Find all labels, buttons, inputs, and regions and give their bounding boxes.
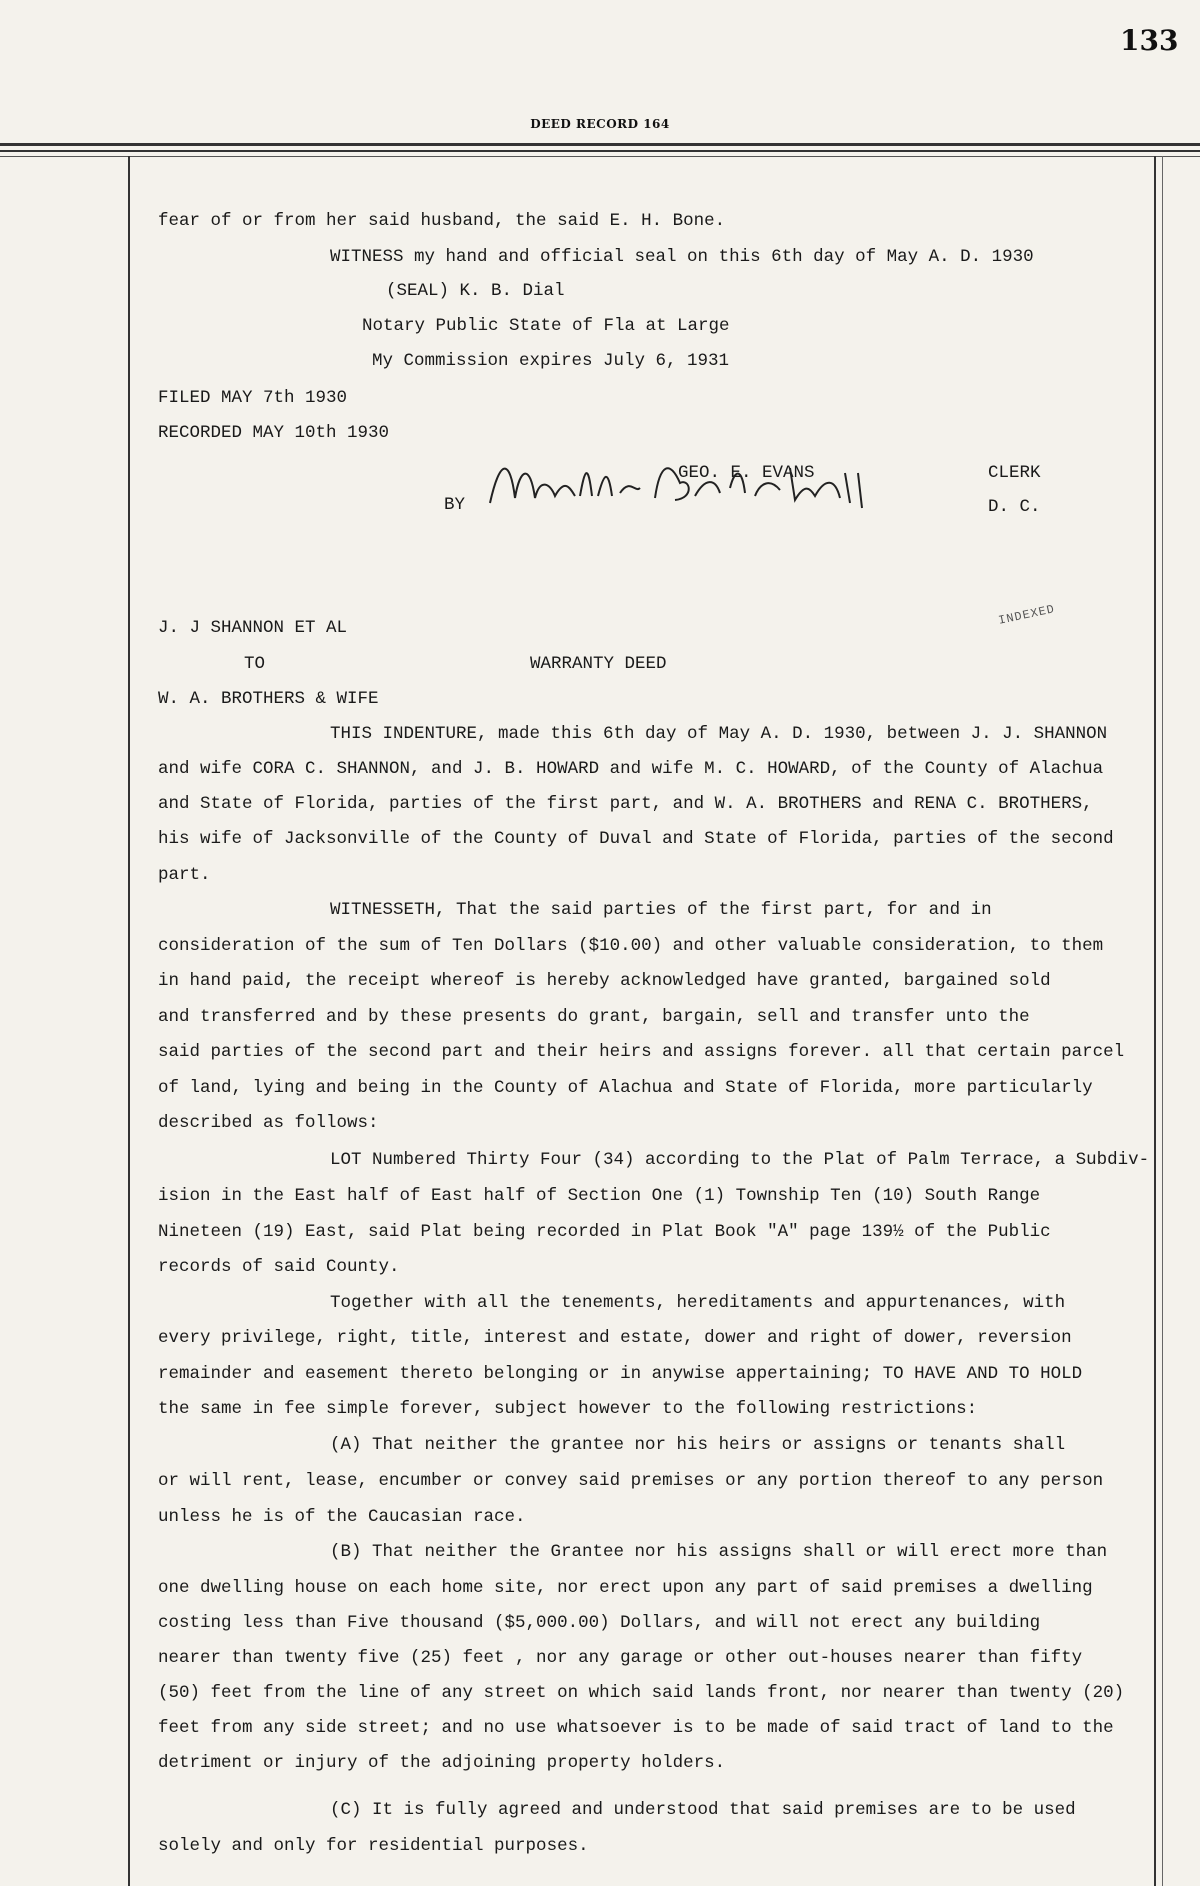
text-line: every privilege, right, title, interest and estate, dower and right of dower, reversion (158, 1328, 1072, 1348)
text-line: nearer than twenty five (25) feet , nor any garage or other out-houses nearer than fifty (158, 1648, 1083, 1668)
text-line: Nineteen (19) East, said Plat being recorded in Plat Book "A" page 139½ of the Public (158, 1222, 1051, 1242)
text-line: and wife CORA C. SHANNON, and J. B. HOWARD and wife M. C. HOWARD, of the County of Alachua (158, 759, 1104, 779)
text-line: unless he is of the Caucasian race. (158, 1507, 526, 1527)
grantee-heading: W. A. BROTHERS & WIFE (158, 689, 379, 709)
notary-line: Notary Public State of Fla at Large (362, 316, 730, 336)
text-line: costing less than Five thousand ($5,000.00) Dollars, and will not erect any building (158, 1613, 1041, 1633)
text-line: and transferred and by these presents do grant, bargain, sell and transfer unto the (158, 1007, 1030, 1027)
clerk-title: CLERK (988, 463, 1041, 483)
deed-type-heading: WARRANTY DEED (530, 654, 667, 674)
to-heading: TO (244, 654, 266, 674)
header-rule (0, 143, 1200, 146)
grantor-heading: J. J SHANNON ET AL (158, 618, 348, 638)
right-margin-line (1154, 156, 1156, 1886)
left-margin-line (128, 156, 130, 1886)
text-line: ision in the East half of East half of Section One (1) Township Ten (10) South Range (158, 1186, 1041, 1206)
text-line: fear of or from her said husband, the said E. H. Bone. (158, 211, 726, 231)
seal-line: (SEAL) K. B. Dial (386, 281, 565, 301)
text-line: and State of Florida, parties of the first part, and W. A. BROTHERS and RENA C. BROTHERS, (158, 794, 1093, 814)
right-margin-line (1162, 156, 1163, 1886)
text-line: part. (158, 865, 211, 885)
commission-line: My Commission expires July 6, 1931 (372, 351, 730, 371)
text-line: WITNESSETH, That the said parties of the first part, for and in (330, 900, 992, 920)
text-line: Together with all the tenements, hereditaments and appurtenances, with (330, 1293, 1066, 1313)
text-line: said parties of the second part and their heirs and assigns forever. all that certain parcel (158, 1042, 1125, 1062)
text-line: detriment or injury of the adjoining property holders. (158, 1753, 726, 1773)
text-line: (C) It is fully agreed and understood that said premises are to be used (330, 1800, 1076, 1820)
clerk-signature (480, 448, 880, 518)
dc-label: D. C. (988, 497, 1041, 517)
text-line: THIS INDENTURE, made this 6th day of May A. D. 1930, between J. J. SHANNON (330, 724, 1108, 744)
record-header: DEED RECORD 164 (530, 117, 670, 131)
text-line: feet from any side street; and no use whatsoever is to be made of said tract of land to the (158, 1718, 1114, 1738)
text-line: described as follows: (158, 1113, 379, 1133)
indexed-stamp: INDEXED (997, 602, 1057, 628)
text-line: solely and only for residential purposes. (158, 1836, 589, 1856)
recorded-line: RECORDED MAY 10th 1930 (158, 423, 390, 443)
header-rule (0, 156, 1200, 157)
text-line: or will rent, lease, encumber or convey said premises or any portion thereof to any person (158, 1471, 1104, 1491)
header-rule (0, 150, 1200, 152)
text-line: (B) That neither the Grantee nor his assigns shall or will erect more than (330, 1542, 1108, 1562)
by-label: BY (444, 495, 466, 515)
text-line: one dwelling house on each home site, nor erect upon any part of said premises a dwelling (158, 1578, 1093, 1598)
text-line: of land, lying and being in the County of Alachua and State of Florida, more particularly (158, 1078, 1093, 1098)
text-line: in hand paid, the receipt whereof is hereby acknowledged have granted, bargained sold (158, 971, 1051, 991)
text-line: consideration of the sum of Ten Dollars ($10.00) and other valuable consideration, to them (158, 936, 1104, 956)
text-line: (A) That neither the grantee nor his heirs or assigns or tenants shall (330, 1435, 1066, 1455)
clerk-name: GEO. E. EVANS (678, 463, 815, 483)
text-line: the same in fee simple forever, subject however to the following restrictions: (158, 1399, 978, 1419)
witness-line: WITNESS my hand and official seal on this 6th day of May A. D. 1930 (330, 247, 1034, 267)
text-line: remainder and easement thereto belonging or in anywise appertaining; TO HAVE AND TO HOLD (158, 1364, 1083, 1384)
text-line: records of said County. (158, 1257, 400, 1277)
text-line: (50) feet from the line of any street on which said lands front, nor nearer than twenty (20) (158, 1683, 1125, 1703)
text-line: his wife of Jacksonville of the County of Duval and State of Florida, parties of the second (158, 829, 1114, 849)
page-number: 133 (1120, 24, 1179, 57)
filed-line: FILED MAY 7th 1930 (158, 388, 348, 408)
text-line: LOT Numbered Thirty Four (34) according to the Plat of Palm Terrace, a Subdiv- (330, 1150, 1150, 1170)
